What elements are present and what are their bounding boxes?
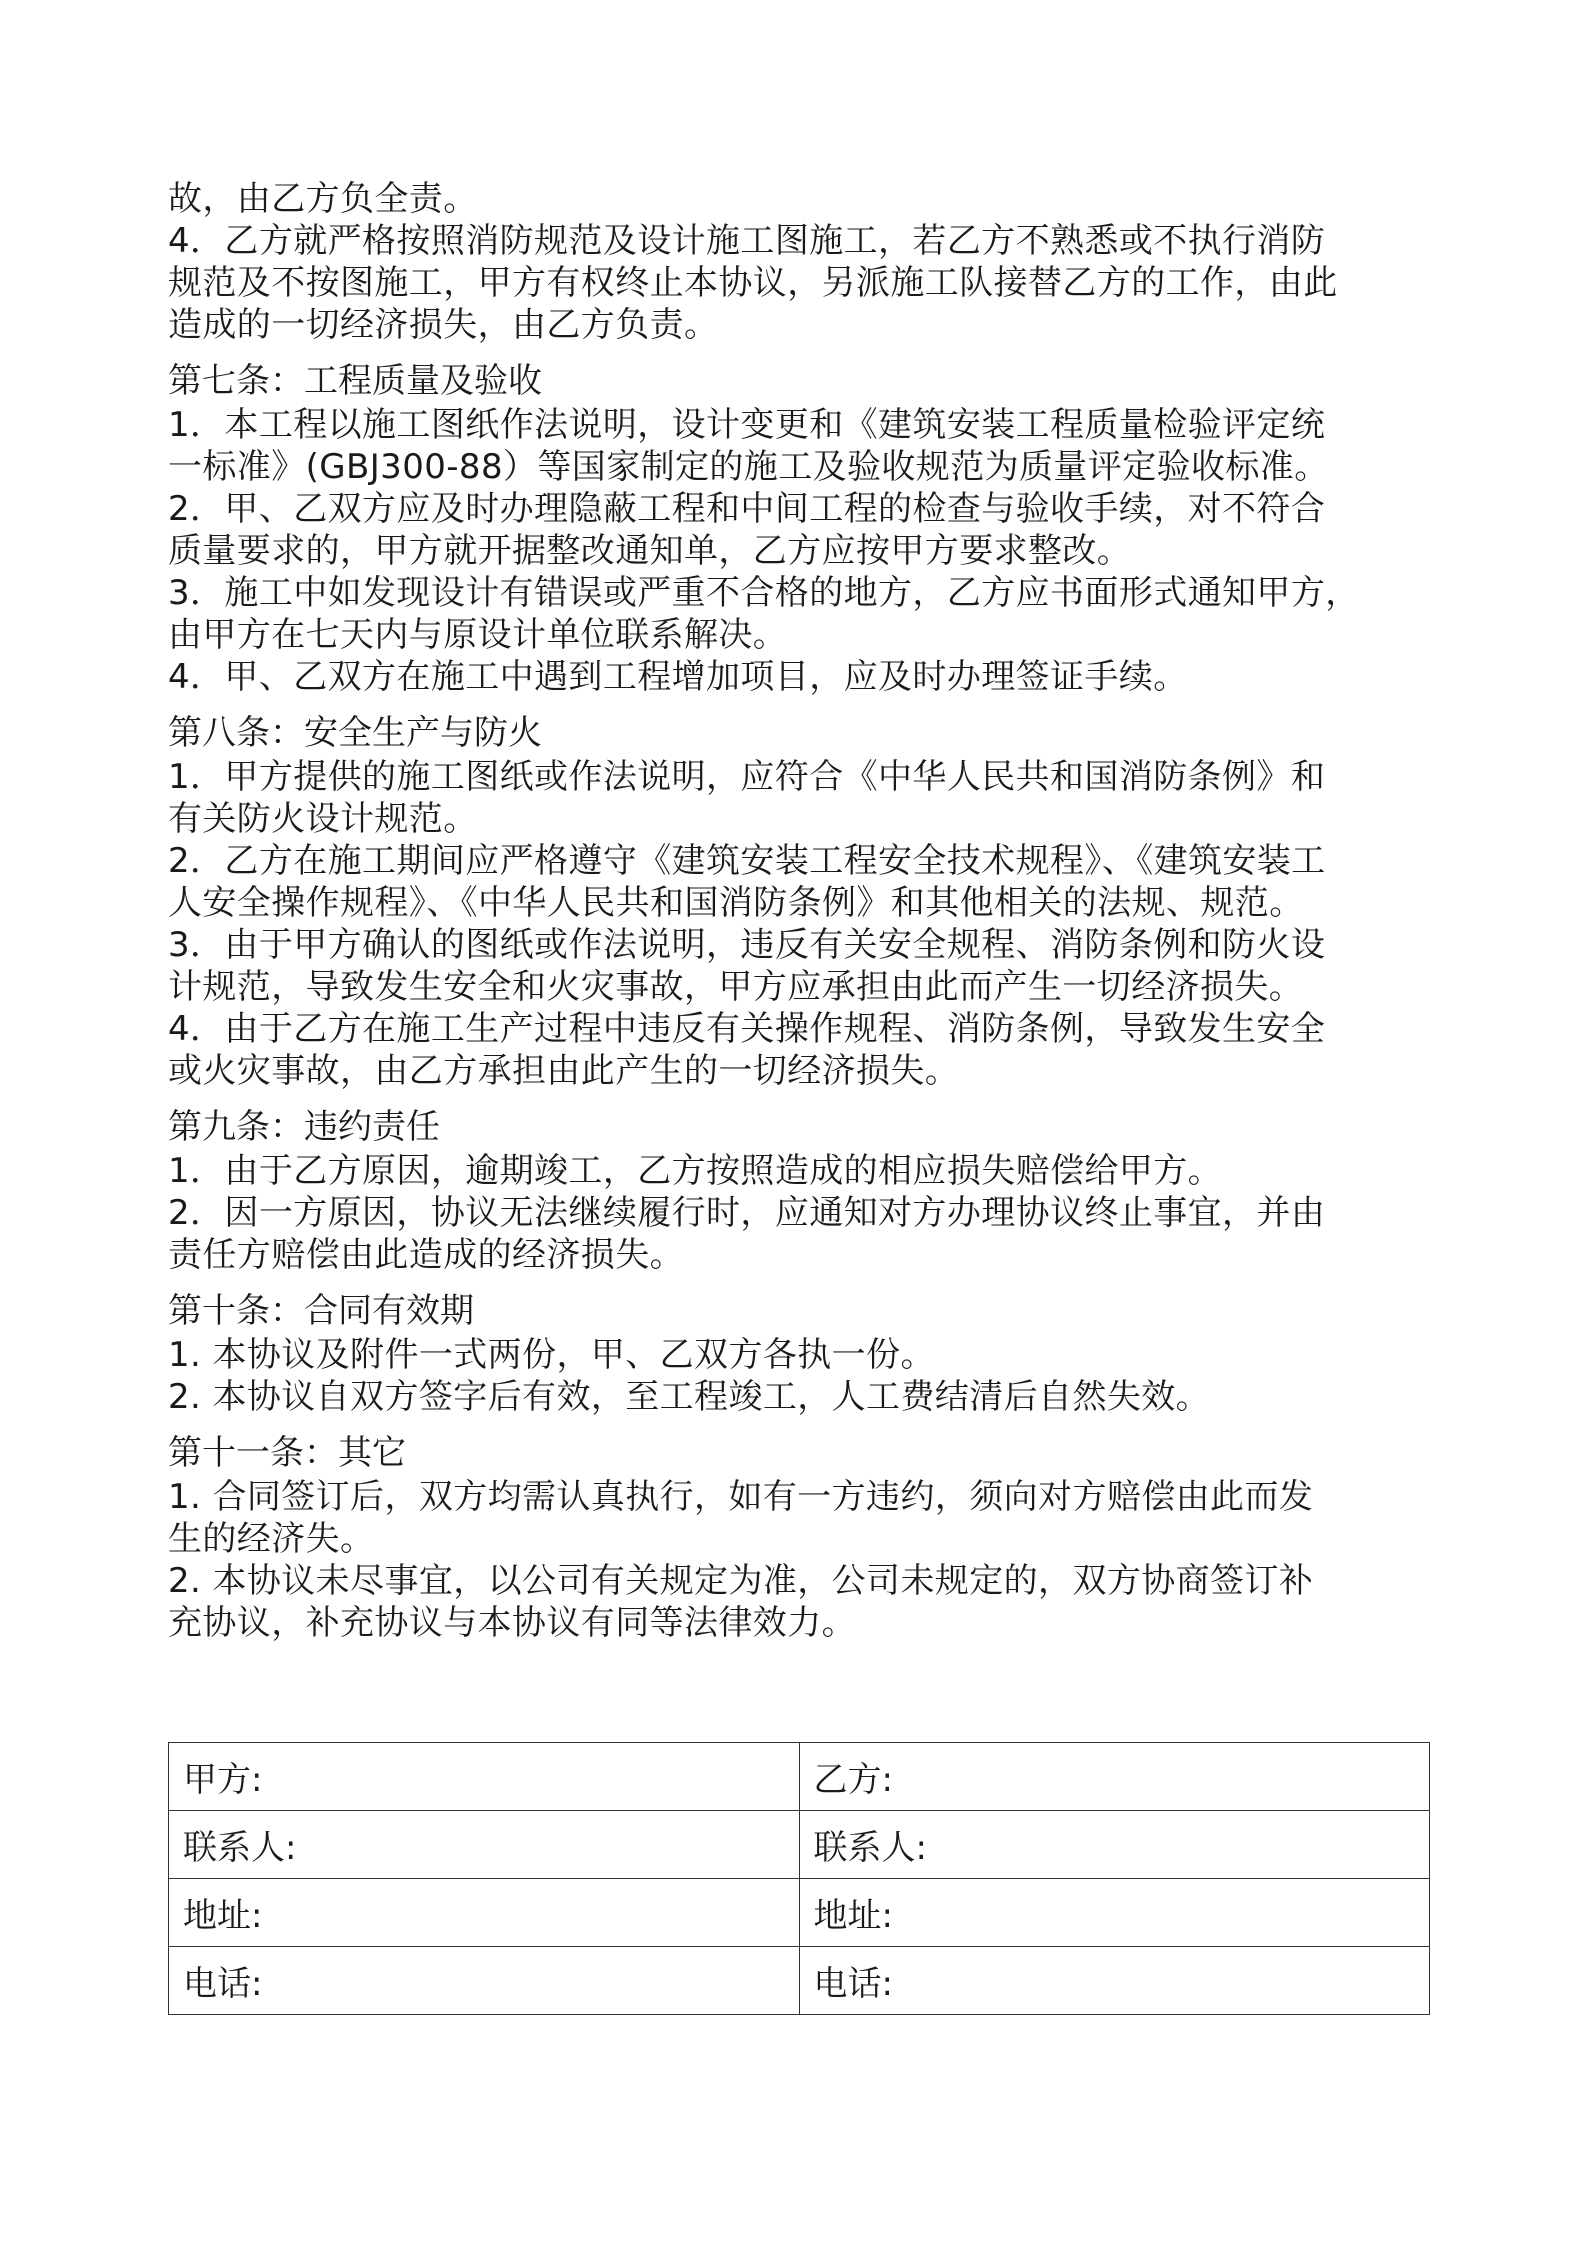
- table-row: [169, 1947, 1430, 2015]
- table-row: [169, 1743, 1430, 1811]
- table-row: [169, 1811, 1430, 1879]
- text-line: 3．施工中如发现设计有错误或严重不合格的地方，乙方应书面形式通知甲方，: [168, 573, 1360, 613]
- text-line: 造成的一切经济损失，由乙方负责。: [168, 305, 719, 345]
- table-row: [169, 1879, 1430, 1947]
- article-8: [168, 710, 1430, 1092]
- text-line: 2. 本协议自双方签字后有效，至工程竣工，人工费结清后自然失效。: [168, 1377, 1211, 1417]
- article-9: [168, 1104, 1430, 1276]
- text-line: 故，由乙方负全责。: [168, 179, 478, 219]
- section-heading: 第九条：违约责任: [168, 1107, 440, 1147]
- text-line: 4．由于乙方在施工生产过程中违反有关操作规程、消防条例，导致发生安全: [168, 1009, 1326, 1049]
- signature-table: [168, 1742, 1430, 2015]
- party-b-cell: 乙方:: [799, 1743, 1430, 1811]
- text-line: 2．因一方原因，协议无法继续履行时，应通知对方办理协议终止事宜，并由: [168, 1193, 1326, 1233]
- text-line: 1. 本协议及附件一式两份，甲、乙双方各执一份。: [168, 1335, 935, 1375]
- text-line: 2．甲、乙双方应及时办理隐蔽工程和中间工程的检查与验收手续，对不符合: [168, 489, 1326, 529]
- text-line: 1．本工程以施工图纸作法说明，设计变更和《建筑安装工程质量检验评定统: [168, 405, 1326, 445]
- article-10: [168, 1288, 1430, 1418]
- section-heading: 第十一条：其它: [168, 1433, 406, 1473]
- section-heading: 第八条：安全生产与防火: [168, 713, 542, 753]
- party-b-contact-cell: 联系人:: [799, 1811, 1430, 1879]
- party-a-cell: 甲方:: [169, 1743, 800, 1811]
- party-b-phone-cell: 电话:: [799, 1947, 1430, 2015]
- text-line: 计规范，导致发生安全和火灾事故，甲方应承担由此而产生一切经济损失。: [168, 967, 1304, 1007]
- section-heading: 第十条：合同有效期: [168, 1291, 474, 1331]
- text-line: 2. 本协议未尽事宜，以公司有关规定为准，公司未规定的，双方协商签订补: [168, 1561, 1314, 1601]
- text-line: 责任方赔偿由此造成的经济损失。: [168, 1235, 684, 1275]
- text-line: 1．甲方提供的施工图纸或作法说明，应符合《中华人民共和国消防条例》和: [168, 757, 1326, 797]
- text-line: 或火灾事故，由乙方承担由此产生的一切经济损失。: [168, 1051, 960, 1091]
- text-line: 人安全操作规程》、《中华人民共和国消防条例》和其他相关的法规、规范。: [168, 883, 1304, 923]
- intro-paragraph: [168, 178, 1430, 346]
- party-b-address-cell: 地址:: [799, 1879, 1430, 1947]
- text-line: 一标准》(GBJ300-88）等国家制定的施工及验收规范为质量评定验收标准。: [168, 447, 1329, 487]
- document-body: [168, 178, 1430, 1644]
- text-line: 充协议，补充协议与本协议有同等法律效力。: [168, 1603, 856, 1643]
- text-line: 质量要求的，甲方就开据整改通知单，乙方应按甲方要求整改。: [168, 531, 1132, 571]
- text-line: 由甲方在七天内与原设计单位联系解决。: [168, 615, 788, 655]
- article-11: [168, 1430, 1430, 1644]
- text-line: 3．由于甲方确认的图纸或作法说明，违反有关安全规程、消防条例和防火设: [168, 925, 1326, 965]
- party-a-phone-cell: 电话:: [169, 1947, 800, 2015]
- text-line: 有关防火设计规范。: [168, 799, 478, 839]
- party-a-contact-cell: 联系人:: [169, 1811, 800, 1879]
- text-line: 1. 合同签订后，双方均需认真执行，如有一方违约，须向对方赔偿由此而发: [168, 1477, 1314, 1517]
- article-7: [168, 358, 1430, 698]
- text-line: 2．乙方在施工期间应严格遵守《建筑安装工程安全技术规程》、《建筑安装工: [168, 841, 1326, 881]
- party-a-address-cell: 地址:: [169, 1879, 800, 1947]
- text-line: 4．乙方就严格按照消防规范及设计施工图施工，若乙方不熟悉或不执行消防: [168, 221, 1326, 261]
- text-line: 规范及不按图施工，甲方有权终止本协议，另派施工队接替乙方的工作，由此: [168, 263, 1338, 303]
- text-line: 生的经济失。: [168, 1519, 375, 1559]
- text-line: 1．由于乙方原因，逾期竣工，乙方按照造成的相应损失赔偿给甲方。: [168, 1151, 1223, 1191]
- section-heading: 第七条：工程质量及验收: [168, 361, 542, 401]
- text-line: 4．甲、乙双方在施工中遇到工程增加项目，应及时办理签证手续。: [168, 657, 1188, 697]
